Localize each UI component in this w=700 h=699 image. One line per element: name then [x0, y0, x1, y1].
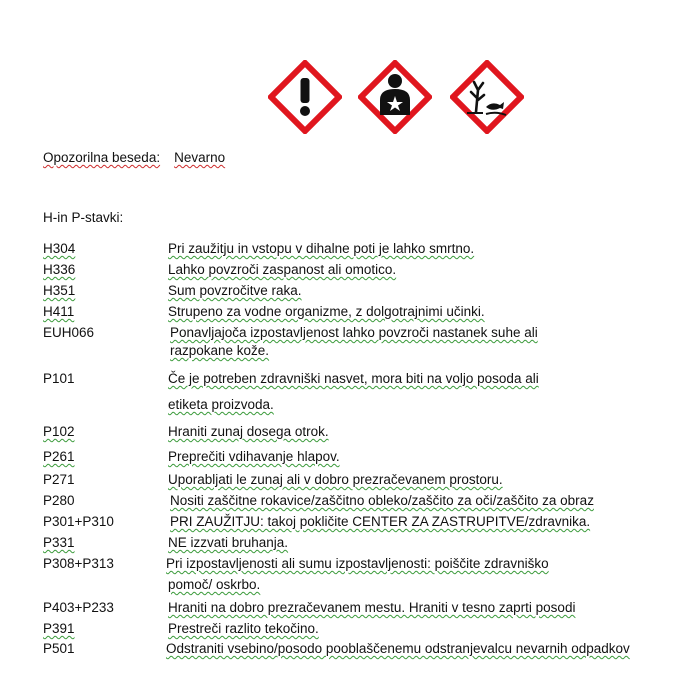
statement-text: Prestreči razlito tekočino.: [168, 621, 319, 636]
statement-row: [43, 621, 693, 641]
statement-text: Uporabljati le zunaj ali v dobro prezračevanem prostoru.: [168, 472, 503, 487]
statement-code: EUH066: [43, 325, 95, 340]
statement-text-continuation: pomoč/ oskrbo.: [168, 577, 261, 592]
statement-row: [43, 535, 693, 555]
statement-row: [43, 241, 693, 261]
statement-text: Lahko povzroči zaspanost ali omotico.: [168, 262, 397, 277]
signal-word-value: Nevarno: [174, 150, 226, 165]
statement-code: H411: [43, 304, 75, 319]
statement-code: P308+P313: [43, 556, 114, 571]
statement-code: P301+P310: [43, 514, 114, 529]
statement-text: Preprečiti vdihavanje hlapov.: [168, 449, 340, 464]
statement-text: Nositi zaščitne rokavice/zaščitno obleko/zaščito za oči/zaščito za obraz: [170, 493, 594, 508]
statement-text-continuation: etiketa proizvoda.: [168, 397, 274, 412]
signal-word-label: Opozorilna beseda:: [43, 150, 161, 165]
statement-code: H336: [43, 262, 76, 277]
statement-row: [43, 262, 693, 282]
statement-code: H304: [43, 241, 76, 256]
environment-hazard-icon: [450, 60, 524, 134]
statement-row: [43, 304, 693, 324]
statement-text: Če je potreben zdravniški nasvet, mora biti na voljo posoda ali: [168, 371, 539, 386]
statement-code: P403+P233: [43, 600, 114, 615]
statement-text: Pri izpostavljenosti ali sumu izpostavljenosti: poiščite zdravniško: [166, 556, 549, 571]
statement-text: NE izzvati bruhanja.: [168, 535, 289, 550]
section-title: H-in P-stavki:: [43, 210, 124, 225]
statement-row: [43, 641, 693, 661]
statement-text: Pri zaužitju in vstopu v dihalne poti je lahko smrtno.: [168, 241, 475, 256]
statement-text: Hraniti zunaj dosega otrok.: [168, 424, 329, 439]
signal-word-line: [43, 150, 225, 165]
statement-text: Strupeno za vodne organizme, z dolgotrajnimi učinki.: [168, 304, 485, 319]
statement-code: P501: [43, 641, 75, 656]
statement-row: [43, 493, 693, 513]
statement-text: Hraniti na dobro prezračevanem mestu. Hraniti v tesno zaprti posodi: [168, 600, 576, 615]
statement-code: H351: [43, 283, 76, 298]
statement-row: [43, 600, 693, 620]
statement-code: P331: [43, 535, 75, 550]
statement-row: [43, 283, 693, 303]
statement-text: Ponavljajoča izpostavljenost lahko povzroči nastanek suhe ali: [170, 325, 538, 340]
statement-text: Odstraniti vsebino/posodo pooblaščenemu odstranjevalcu nevarnih odpadkov: [166, 641, 630, 656]
statement-row: [43, 449, 693, 469]
health-hazard-icon: [358, 60, 432, 134]
statement-row: [43, 424, 693, 444]
statement-code: P261: [43, 449, 75, 464]
statement-row: [43, 556, 693, 596]
statement-code: P280: [43, 493, 75, 508]
statement-text: PRI ZAUŽITJU: takoj pokličite CENTER ZA ZASTRUPITVE/zdravnika.: [170, 514, 591, 529]
statement-row: [43, 371, 693, 417]
statement-text: Sum povzročitve raka.: [168, 283, 302, 298]
statement-text-continuation: razpokane kože.: [170, 343, 270, 358]
statement-row: [43, 325, 693, 367]
statement-row: [43, 472, 693, 492]
statement-code: P391: [43, 621, 75, 636]
statement-code: P101: [43, 371, 75, 386]
statement-row: [43, 514, 693, 534]
exclamation-mark-icon: [268, 60, 342, 134]
statement-code: P271: [43, 472, 75, 487]
statement-code: P102: [43, 424, 75, 439]
